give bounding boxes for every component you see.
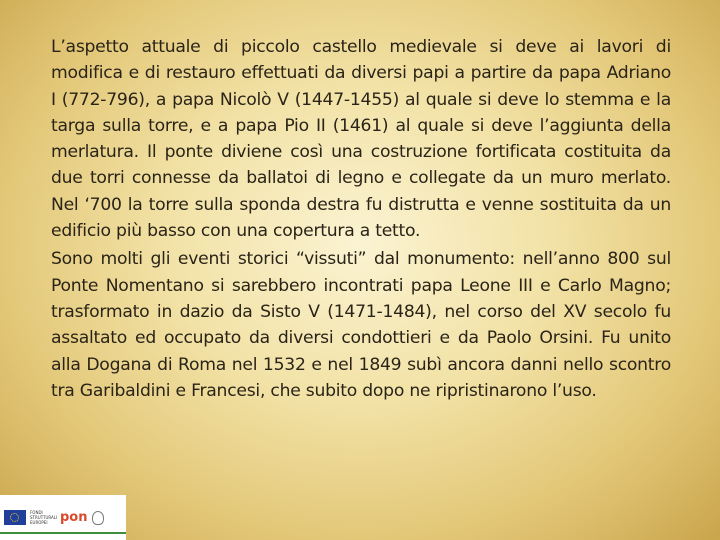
paragraph-history: L’aspetto attuale di piccolo castello medievale si deve ai lavori di modifica e di restauro effettuati da diversi papi a partire da papa Adriano I (772-796), a papa Nicolò V (1447-1455) al quale si deve lo stemma e la targa sulla torre, e a papa Pio II (1461) al quale si deve l’aggiunta della merlatura. Il ponte diviene così una costruzione fortificata costituita da due torri connesse da ballatoi di legno e collegate da un muro merlato. Nel ‘700 la torre sulla sponda destra fu distrutta e venne sostituita da un edificio più basso con una copertura a tetto. [51,37,671,242]
italian-republic-emblem-icon [92,511,104,525]
pon-logo-text: pon [60,510,88,525]
eu-flag-icon [4,510,26,525]
pon-logo [60,510,88,525]
paragraph-events: Sono molti gli eventi storici “vissuti” dal monumento: nell’anno 800 sul Ponte Nomentano si sarebbero incontrati papa Leone III e Carlo Magno; trasformato in dazio da Sisto V (1471-1484), nel corso del XV secolo fu assaltato ed occupato da diversi condottieri e da Paolo Orsini. Fu unito alla Dogana di Roma nel 1532 e nel 1849 subì ancora danni nello scontro tra Garibaldini e Francesi, che subito dopo ne ripristinarono l’uso. [51,249,671,401]
text-body [51,34,671,404]
eu-funds-label: FONDI STRUTTURALI EUROPEI [30,510,58,525]
footer-rule [0,532,126,534]
